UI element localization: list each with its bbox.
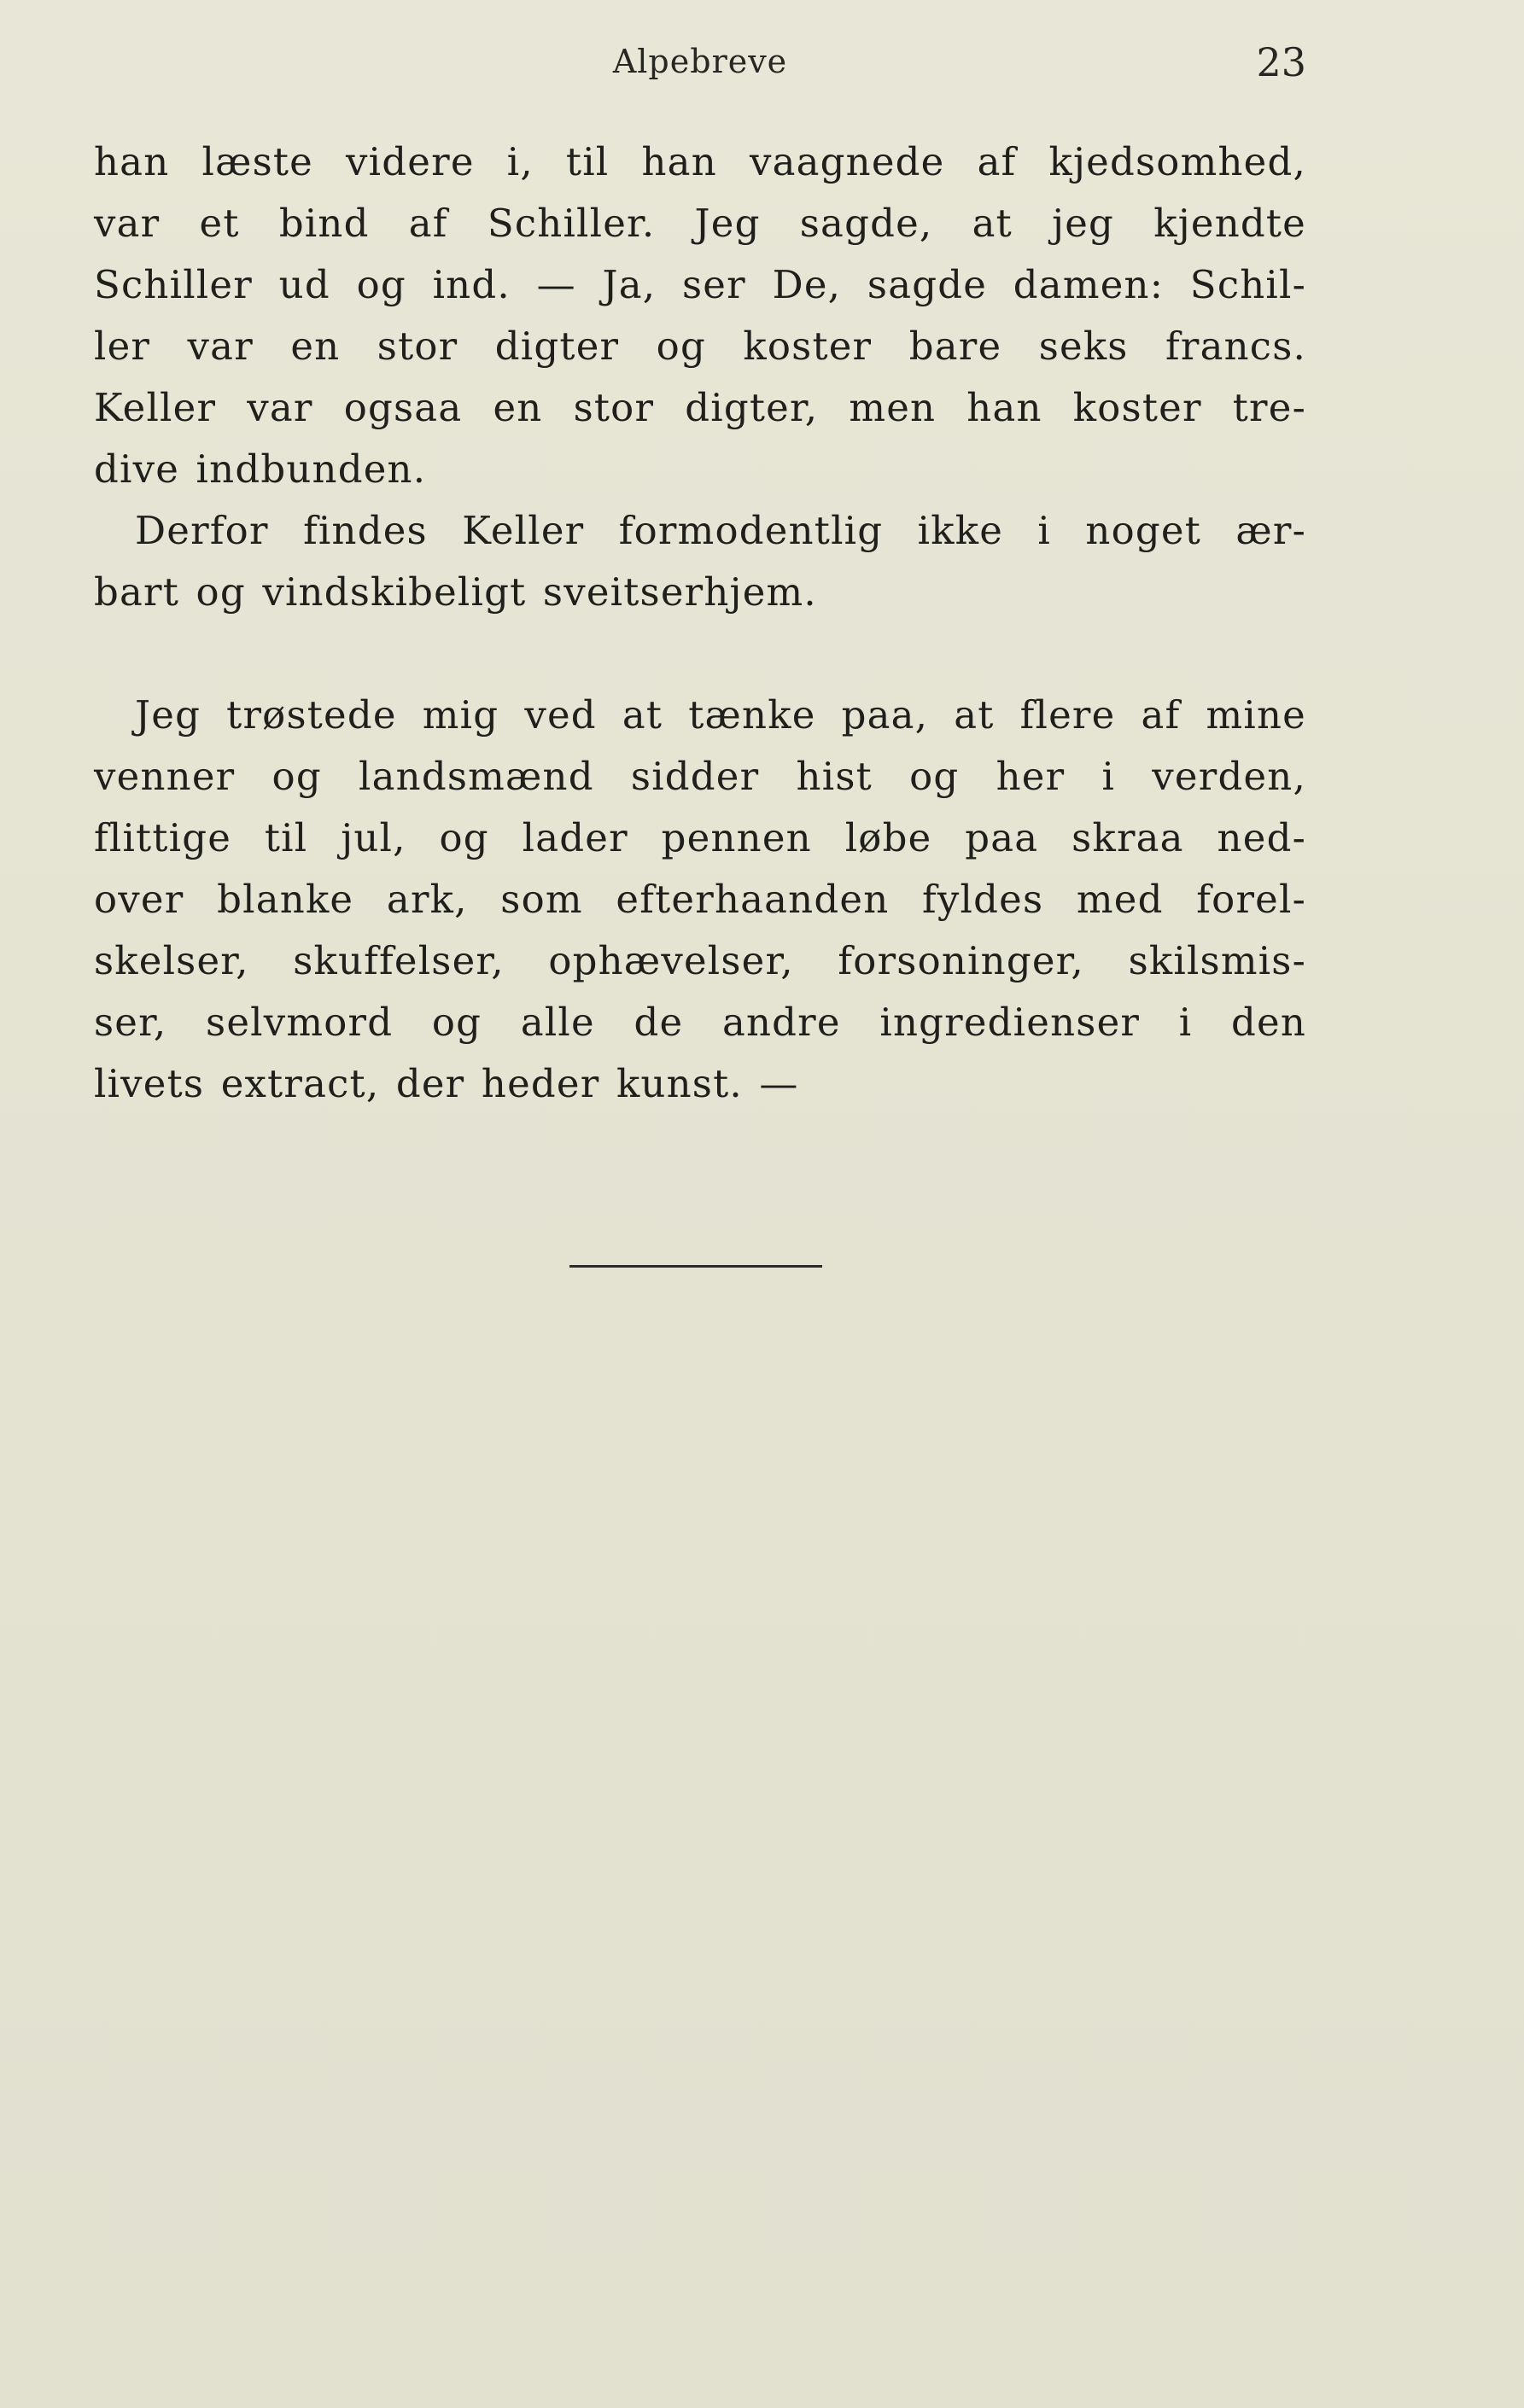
text-line: ler var en stor digter og koster bare seks francs. — [94, 324, 1306, 369]
section-gap — [94, 623, 1306, 685]
text-line: over blanke ark, som efterhaanden fyldes med forel- — [94, 877, 1306, 922]
running-head — [94, 39, 1306, 85]
text-line: Keller var ogsaa en stor digter, men han koster tre- — [94, 385, 1306, 430]
text-line: dive indbunden. — [94, 446, 427, 492]
chapter-end-rule — [569, 1265, 822, 1268]
text-line: bart og vindskibeligt sveitserhjem. — [94, 569, 817, 615]
text-line: flittige til jul, og lader pennen løbe paa skraa ned- — [94, 815, 1306, 860]
text-line: ser, selvmord og alle de andre ingredienser i den — [94, 1000, 1306, 1045]
text-line: Jeg trøstede mig ved at tænke paa, at flere af mine — [135, 692, 1306, 738]
text-line: Derfor findes Keller formodentlig ikke i noget ær- — [135, 508, 1306, 553]
text-line: livets extract, der heder kunst. — — [94, 1061, 799, 1106]
text-line: venner og landsmænd sidder hist og her i verden, — [94, 754, 1306, 799]
text-line: han læste videre i, til han vaagnede af kjedsomhed, — [94, 139, 1306, 184]
page-number: 23 — [1256, 39, 1306, 85]
running-title: Alpebreve — [612, 43, 788, 80]
text-line: Schiller ud og ind. — Ja, ser De, sagde damen: Schil- — [94, 262, 1306, 307]
text-line: var et bind af Schiller. Jeg sagde, at jeg kjendte — [94, 201, 1306, 246]
text-line: skelser, skuffelser, ophævelser, forsoninger, skilsmis- — [94, 938, 1306, 983]
body-text — [94, 131, 1306, 1115]
